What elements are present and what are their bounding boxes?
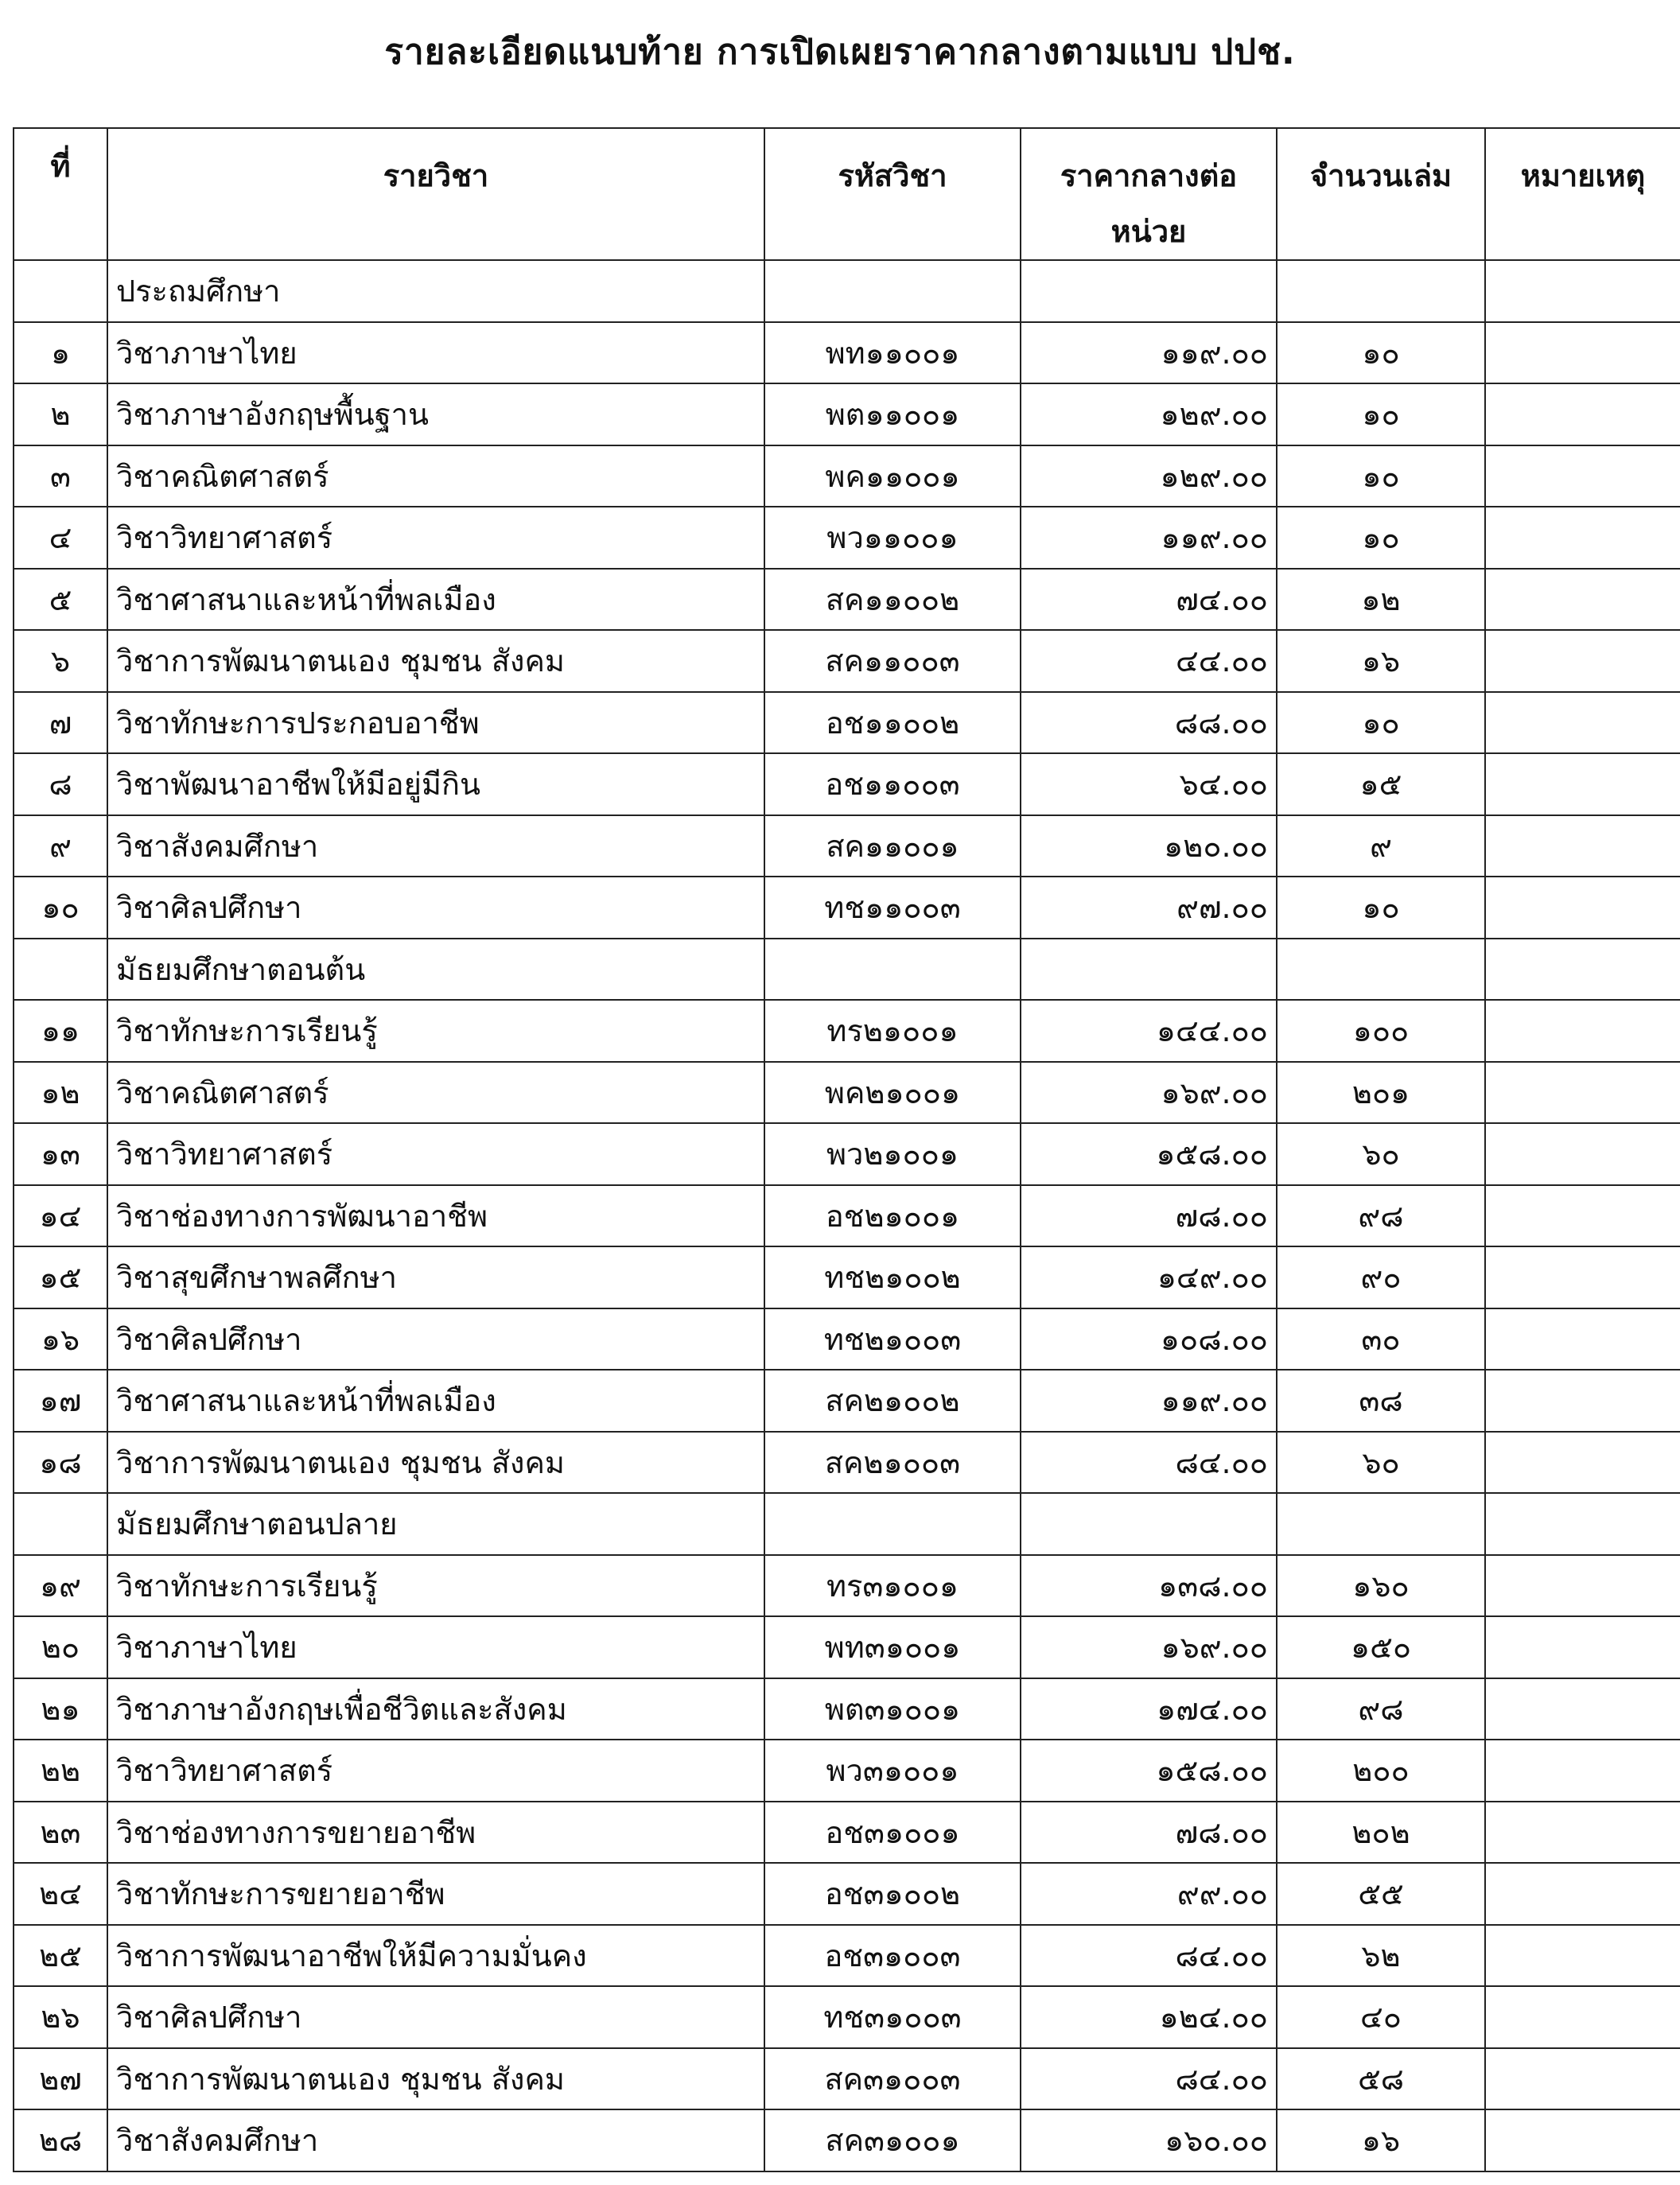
row-number: ๗ [14,692,107,754]
row-number: ๒๔ [14,1863,107,1925]
unit-price: ๘๔.๐๐ [1021,1925,1277,1987]
subject-name: วิชาศาสนาและหน้าที่พลเมือง [107,569,764,631]
subject-code: พค๑๑๐๐๑ [764,445,1021,507]
unit-price: ๗๘.๐๐ [1021,1802,1277,1864]
note-cell [1485,383,1680,445]
row-number: ๑๒ [14,1062,107,1124]
subject-code: พว๑๑๐๐๑ [764,507,1021,569]
table-row [14,1308,1680,1370]
row-number: ๔ [14,507,107,569]
note-cell [1485,1246,1680,1308]
book-quantity: ๑๐ [1277,322,1485,384]
subject-name: วิชาทักษะการขยายอาชีพ [107,1863,764,1925]
book-quantity: ๑๖ [1277,630,1485,692]
book-quantity: ๑๕ [1277,753,1485,815]
note-cell [1485,1062,1680,1124]
subject-code: ทช๓๑๐๐๓ [764,1986,1021,2048]
table-row [14,1802,1680,1864]
table-row [14,1246,1680,1308]
subject-name: วิชาศิลปศึกษา [107,877,764,939]
unit-price: ๑๖๐.๐๐ [1021,2109,1277,2171]
table-row [14,1123,1680,1185]
table-row [14,1000,1680,1062]
subject-code: สค๒๑๐๐๓ [764,1432,1021,1494]
header-no: ที่ [14,128,107,260]
subject-code: สค๑๑๐๐๑ [764,815,1021,877]
book-quantity: ๑๐ [1277,877,1485,939]
subject-code: พท๑๑๐๐๑ [764,322,1021,384]
table-row [14,383,1680,445]
row-number: ๑๙ [14,1555,107,1617]
subject-code: พค๒๑๐๐๑ [764,1062,1021,1124]
row-number: ๕ [14,569,107,631]
subject-code: สค๑๑๐๐๓ [764,630,1021,692]
subject-code: อช๓๑๐๐๓ [764,1925,1021,1987]
qty-cell [1277,1493,1485,1555]
book-quantity: ๑๕๐ [1277,1616,1485,1678]
note-cell [1485,815,1680,877]
row-number: ๑๕ [14,1246,107,1308]
note-cell [1485,1000,1680,1062]
subject-code: ทร๓๑๐๐๑ [764,1555,1021,1617]
note-cell [1485,1740,1680,1802]
note-cell [1485,939,1680,1001]
note-cell [1485,1185,1680,1247]
note-cell [1485,1616,1680,1678]
table-row [14,1555,1680,1617]
row-number: ๒๘ [14,2109,107,2171]
header-qty: จำนวนเล่ม [1277,128,1485,260]
row-number: ๒๗ [14,2048,107,2110]
unit-price: ๙๙.๐๐ [1021,1863,1277,1925]
unit-price: ๘๔.๐๐ [1021,2048,1277,2110]
subject-name: วิชาภาษาอังกฤษเพื่อชีวิตและสังคม [107,1678,764,1740]
row-number: ๒๖ [14,1986,107,2048]
subject-code: อช๓๑๐๐๑ [764,1802,1021,1864]
unit-price: ๗๘.๐๐ [1021,1185,1277,1247]
subject-name: วิชาทักษะการเรียนรู้ [107,1000,764,1062]
book-quantity: ๒๐๒ [1277,1802,1485,1864]
book-quantity: ๓๘ [1277,1370,1485,1432]
header-code: รหัสวิชา [764,128,1021,260]
subject-code: พต๑๑๐๐๑ [764,383,1021,445]
section-row [14,260,1680,322]
unit-price: ๔๔.๐๐ [1021,630,1277,692]
unit-price: ๑๒๐.๐๐ [1021,815,1277,877]
unit-price: ๑๑๙.๐๐ [1021,507,1277,569]
table-row [14,2109,1680,2171]
note-cell [1485,507,1680,569]
subject-name: วิชาวิทยาศาสตร์ [107,1740,764,1802]
price-table [13,127,1680,2172]
code-cell [764,1493,1021,1555]
header-price-text: ราคากลางต่อหน่วย [1060,158,1238,249]
subject-name: วิชาการพัฒนาตนเอง ชุมชน สังคม [107,1432,764,1494]
unit-price: ๑๐๘.๐๐ [1021,1308,1277,1370]
unit-price: ๙๗.๐๐ [1021,877,1277,939]
book-quantity: ๑๖๐ [1277,1555,1485,1617]
header-subject: รายวิชา [107,128,764,260]
note-cell [1485,569,1680,631]
row-number-cell [14,1493,107,1555]
unit-price: ๑๕๘.๐๐ [1021,1740,1277,1802]
book-quantity: ๖๒ [1277,1925,1485,1987]
row-number: ๑๐ [14,877,107,939]
note-cell [1485,260,1680,322]
note-cell [1485,2048,1680,2110]
book-quantity: ๖๐ [1277,1432,1485,1494]
subject-name: วิชาสุขศึกษาพลศึกษา [107,1246,764,1308]
row-number: ๙ [14,815,107,877]
note-cell [1485,1123,1680,1185]
table-row [14,569,1680,631]
book-quantity: ๑๐ [1277,383,1485,445]
row-number: ๒๐ [14,1616,107,1678]
note-cell [1485,1925,1680,1987]
book-quantity: ๔๐ [1277,1986,1485,2048]
subject-name: วิชาช่องทางการพัฒนาอาชีพ [107,1185,764,1247]
note-cell [1485,1308,1680,1370]
unit-price: ๗๔.๐๐ [1021,569,1277,631]
book-quantity: ๓๐ [1277,1308,1485,1370]
table-row [14,1616,1680,1678]
table-row [14,692,1680,754]
row-number-cell [14,260,107,322]
note-cell [1485,1986,1680,2048]
row-number: ๘ [14,753,107,815]
subject-name: วิชาการพัฒนาตนเอง ชุมชน สังคม [107,630,764,692]
note-cell [1485,1370,1680,1432]
book-quantity: ๒๐๑ [1277,1062,1485,1124]
table-row [14,1432,1680,1494]
subject-code: พต๓๑๐๐๑ [764,1678,1021,1740]
table-row [14,815,1680,877]
unit-price: ๑๖๙.๐๐ [1021,1616,1277,1678]
section-row [14,1493,1680,1555]
book-quantity: ๙๘ [1277,1678,1485,1740]
section-name: ประถมศึกษา [107,260,764,322]
row-number: ๖ [14,630,107,692]
subject-name: วิชาวิทยาศาสตร์ [107,1123,764,1185]
section-name: มัธยมศึกษาตอนต้น [107,939,764,1001]
subject-name: วิชาทักษะการเรียนรู้ [107,1555,764,1617]
code-cell [764,939,1021,1001]
unit-price: ๑๒๙.๐๐ [1021,383,1277,445]
subject-code: ทช๒๑๐๐๒ [764,1246,1021,1308]
subject-code: ทช๒๑๐๐๓ [764,1308,1021,1370]
subject-code: ทช๑๑๐๐๓ [764,877,1021,939]
note-cell [1485,322,1680,384]
table-row [14,1062,1680,1124]
unit-price: ๑๖๙.๐๐ [1021,1062,1277,1124]
unit-price: ๑๕๘.๐๐ [1021,1123,1277,1185]
row-number: ๒ [14,383,107,445]
table-row [14,507,1680,569]
unit-price: ๑๑๙.๐๐ [1021,1370,1277,1432]
table-row [14,1863,1680,1925]
row-number: ๑๖ [14,1308,107,1370]
book-quantity: ๑๐ [1277,507,1485,569]
subject-name: วิชาศิลปศึกษา [107,1986,764,2048]
row-number: ๑๘ [14,1432,107,1494]
table-row [14,753,1680,815]
subject-name: วิชาภาษาไทย [107,322,764,384]
subject-code: พว๓๑๐๐๑ [764,1740,1021,1802]
subject-name: วิชาภาษาอังกฤษพื้นฐาน [107,383,764,445]
book-quantity: ๑๒ [1277,569,1485,631]
book-quantity: ๒๐๐ [1277,1740,1485,1802]
unit-price: ๑๔๙.๐๐ [1021,1246,1277,1308]
subject-name: วิชาช่องทางการขยายอาชีพ [107,1802,764,1864]
subject-name: วิชาพัฒนาอาชีพให้มีอยู่มีกิน [107,753,764,815]
note-cell [1485,1493,1680,1555]
table-row [14,1740,1680,1802]
price-cell [1021,939,1277,1001]
subject-name: วิชาศาสนาและหน้าที่พลเมือง [107,1370,764,1432]
table-row [14,322,1680,384]
price-cell [1021,1493,1277,1555]
row-number: ๒๕ [14,1925,107,1987]
subject-code: พท๓๑๐๐๑ [764,1616,1021,1678]
book-quantity: ๖๐ [1277,1123,1485,1185]
note-cell [1485,445,1680,507]
row-number-cell [14,939,107,1001]
row-number: ๒๒ [14,1740,107,1802]
subject-code: สค๓๑๐๐๑ [764,2109,1021,2171]
subject-code: อช๑๑๐๐๓ [764,753,1021,815]
unit-price: ๑๒๙.๐๐ [1021,445,1277,507]
header-price [1021,128,1277,260]
subject-code: พว๒๑๐๐๑ [764,1123,1021,1185]
qty-cell [1277,260,1485,322]
note-cell [1485,2109,1680,2171]
table-row [14,1185,1680,1247]
table-header-row [14,128,1680,260]
table-row [14,630,1680,692]
book-quantity: ๑๐ [1277,692,1485,754]
row-number: ๓ [14,445,107,507]
note-cell [1485,1802,1680,1864]
note-cell [1485,630,1680,692]
note-cell [1485,692,1680,754]
book-quantity: ๑๖ [1277,2109,1485,2171]
section-row [14,939,1680,1001]
table-row [14,445,1680,507]
header-note: หมายเหตุ [1485,128,1680,260]
subject-code: ทร๒๑๐๐๑ [764,1000,1021,1062]
subject-code: สค๑๑๐๐๒ [764,569,1021,631]
subject-code: อช๓๑๐๐๒ [764,1863,1021,1925]
subject-name: วิชาศิลปศึกษา [107,1308,764,1370]
note-cell [1485,1432,1680,1494]
subject-name: วิชาวิทยาศาสตร์ [107,507,764,569]
subject-code: อช๒๑๐๐๑ [764,1185,1021,1247]
subject-name: วิชาสังคมศึกษา [107,2109,764,2171]
section-name: มัธยมศึกษาตอนปลาย [107,1493,764,1555]
row-number: ๒๑ [14,1678,107,1740]
row-number: ๑๔ [14,1185,107,1247]
document-title: รายละเอียดแนบท้าย การเปิดเผยราคากลางตามแบบ ปปช. [384,32,1296,72]
unit-price: ๘๘.๐๐ [1021,692,1277,754]
book-quantity: ๙๘ [1277,1185,1485,1247]
table-body [14,260,1680,2171]
note-cell [1485,1863,1680,1925]
table-row [14,1370,1680,1432]
unit-price: ๑๔๔.๐๐ [1021,1000,1277,1062]
note-cell [1485,1678,1680,1740]
row-number: ๑๓ [14,1123,107,1185]
table-row [14,2048,1680,2110]
subject-name: วิชาทักษะการประกอบอาชีพ [107,692,764,754]
book-quantity: ๑๐๐ [1277,1000,1485,1062]
book-quantity: ๑๐ [1277,445,1485,507]
row-number: ๑ [14,322,107,384]
subject-name: วิชาการพัฒนาอาชีพให้มีความมั่นคง [107,1925,764,1987]
table-row [14,877,1680,939]
note-cell [1485,877,1680,939]
subject-code: สค๒๑๐๐๒ [764,1370,1021,1432]
subject-name: วิชาสังคมศึกษา [107,815,764,877]
subject-name: วิชาคณิตศาสตร์ [107,445,764,507]
unit-price: ๑๗๔.๐๐ [1021,1678,1277,1740]
row-number: ๑๑ [14,1000,107,1062]
unit-price: ๑๓๘.๐๐ [1021,1555,1277,1617]
unit-price: ๑๒๔.๐๐ [1021,1986,1277,2048]
price-cell [1021,260,1277,322]
book-quantity: ๕๕ [1277,1863,1485,1925]
table-row [14,1925,1680,1987]
row-number: ๒๓ [14,1802,107,1864]
subject-name: วิชาภาษาไทย [107,1616,764,1678]
unit-price: ๖๔.๐๐ [1021,753,1277,815]
subject-code: อช๑๑๐๐๒ [764,692,1021,754]
table-row [14,1986,1680,2048]
subject-name: วิชาการพัฒนาตนเอง ชุมชน สังคม [107,2048,764,2110]
unit-price: ๘๔.๐๐ [1021,1432,1277,1494]
qty-cell [1277,939,1485,1001]
book-quantity: ๙ [1277,815,1485,877]
book-quantity: ๕๘ [1277,2048,1485,2110]
subject-name: วิชาคณิตศาสตร์ [107,1062,764,1124]
note-cell [1485,1555,1680,1617]
row-number: ๑๗ [14,1370,107,1432]
subject-code: สค๓๑๐๐๓ [764,2048,1021,2110]
table-row [14,1678,1680,1740]
book-quantity: ๙๐ [1277,1246,1485,1308]
note-cell [1485,753,1680,815]
unit-price: ๑๑๙.๐๐ [1021,322,1277,384]
code-cell [764,260,1021,322]
